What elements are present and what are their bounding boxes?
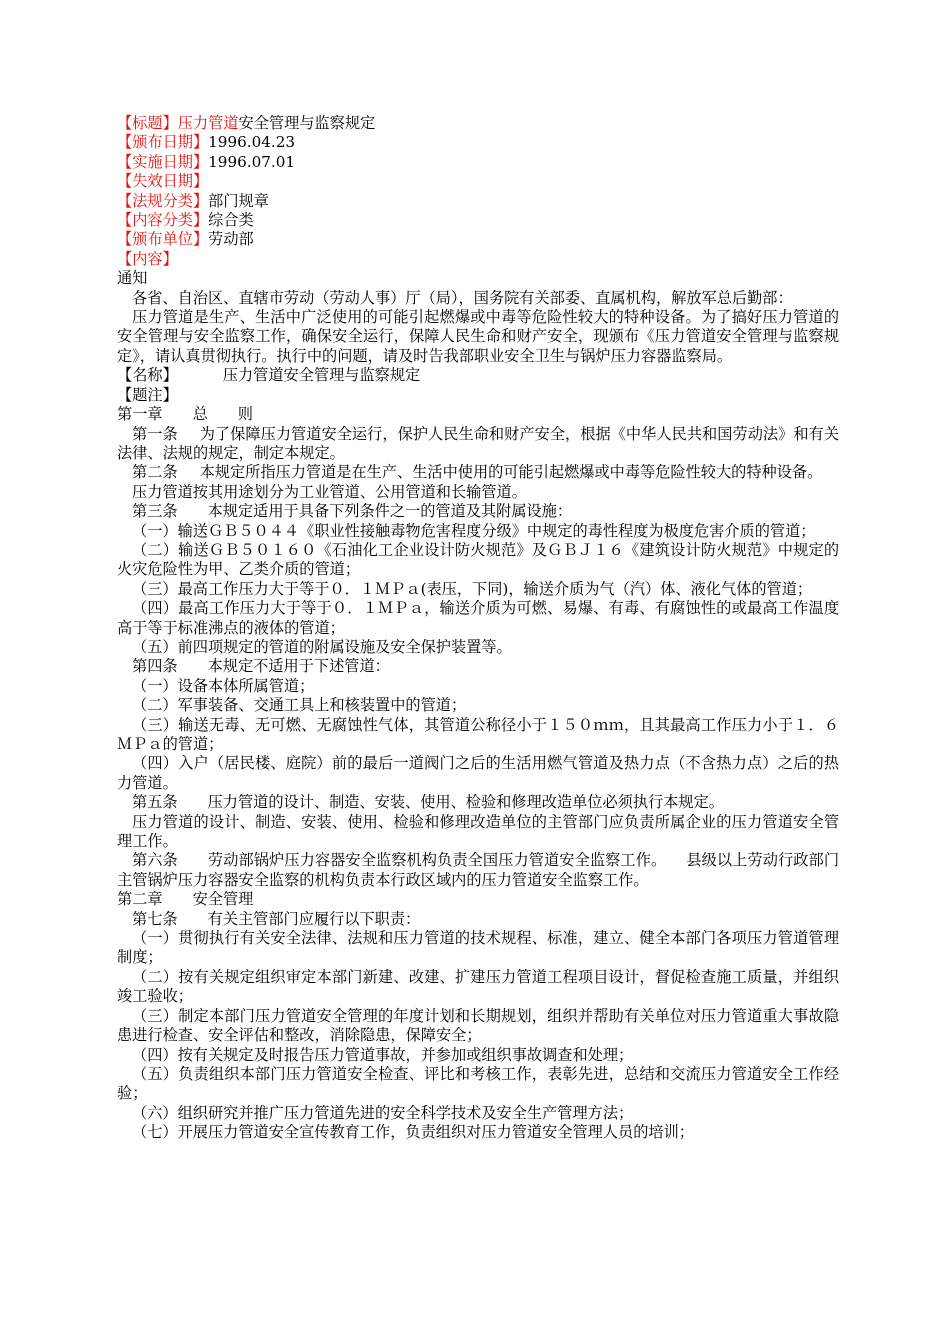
article-3-item: （五）前四项规定的管道的附属设施及安全保护装置等。 <box>132 637 512 656</box>
article-3-item: （三）最高工作压力大于等于０．１ＭＰａ(表压，下同)，输送介质为气（汽）体、液化气体的管道； <box>132 579 813 598</box>
effective-date-value: 1996.07.01 <box>208 152 296 171</box>
meta-effective-date <box>117 153 839 172</box>
meta-expiry-date <box>117 172 839 191</box>
article-7-item: （一）贯彻执行有关安全法律、法规和压力管道的技术规程、标准，建立、健全本部门各项压力管道管理制度； <box>117 929 839 967</box>
meta-content <box>117 250 839 269</box>
article-3: 第三条 本规定适用于具备下列条件之一的管道及其附属设施： <box>132 502 573 521</box>
article-5-para-2: 压力管道的设计、制造、安装、使用、检验和修理改造单位的主管部门应负责所属企业的压力管道安全管理工作。 <box>117 812 839 851</box>
notice-addressees: 各省、自治区、直辖市劳动（劳动人事）厅（局），国务院有关部委、直属机构，解放军总后勤部： <box>132 288 793 307</box>
article-4-item: （二）军事装备、交通工具上和核装置中的管道； <box>132 696 467 715</box>
document-page <box>117 114 839 1143</box>
article-4-item: （一）设备本体所属管道； <box>132 676 315 695</box>
meta-issuer <box>117 230 839 249</box>
article-3-item: （四）最高工作压力大于等于０．１ＭＰａ，输送介质为可燃、易爆、有毒、有腐蚀性的或最高工作温度高于等于标准沸点的液体的管道； <box>117 599 839 637</box>
article-7-item: （六）组织研究并推广压力管道先进的安全科学技术及安全生产管理方法； <box>132 1103 634 1122</box>
article-7-item: （二）按有关规定组织审定本部门新建、改建、扩建压力管道工程项目设计，督促检查施工质量，并组织竣工验收； <box>117 967 839 1006</box>
doc-name-row <box>117 366 839 385</box>
title-text: 安全管理与监察规定 <box>238 114 376 132</box>
article-6: 第六条 劳动部锅炉压力容器安全监察机构负责全国压力管道安全监察工作。 县级以上劳动行政部门主管锅炉压力容器安全监察的机构负责本行政区域内的压力管道安全监察工作。 <box>117 851 840 889</box>
doc-note-label: 【题注】 <box>117 385 178 404</box>
issuer-value: 劳动部 <box>208 230 254 249</box>
meta-title <box>117 114 839 133</box>
meta-reg-type <box>117 192 839 211</box>
doc-note-row <box>117 386 839 405</box>
meta-content-type <box>117 211 839 230</box>
notice-heading: 通知 <box>117 269 148 288</box>
article-7-item: （五）负责组织本部门压力管道安全检查、评比和考核工作，表彰先进，总结和交流压力管道安全工作经验； <box>117 1064 839 1103</box>
meta-issue-date <box>117 133 839 152</box>
reg-type-label: 【法规分类】 <box>117 191 209 210</box>
title-highlight: 压力管道 <box>177 114 239 132</box>
issue-date-value: 1996.04.23 <box>208 133 296 152</box>
article-4-item: （三）输送无毒、无可燃、无腐蚀性气体，其管道公称径小于１５０ｍｍ，且其最高工作压力小于１．６ＭＰａ的管道； <box>117 715 839 753</box>
article-3-item: （二）输送ＧＢ５０１６０《石油化工企业设计防火规范》及ＧＢＪ１６《建筑设计防火规范》中规定的火灾危险性为甲、乙类介质的管道； <box>117 540 839 579</box>
article-3-item: （一）输送ＧＢ５０４４《职业性接触毒物危害程度分级》中规定的毒性程度为极度危害介质的管道； <box>132 521 816 540</box>
article-2-para-2: 压力管道按其用途划分为工业管道、公用管道和长输管道。 <box>132 482 527 501</box>
article-1: 第一条 为了保障压力管道安全运行，保护人民生命和财产安全，根据《中华人民共和国劳动法》和有关法律、法规的规定，制定本规定。 <box>117 424 840 462</box>
issue-date-label: 【颁布日期】 <box>117 133 209 152</box>
expiry-date-label: 【失效日期】 <box>117 172 209 191</box>
reg-type-value: 部门规章 <box>208 191 269 210</box>
title-label: 【标题】 <box>117 114 178 132</box>
chapter-1-heading: 第一章 总 则 <box>117 405 253 424</box>
article-7-item: （三）制定本部门压力管道安全管理的年度计划和长期规划，组织并帮助有关单位对压力管道重大事故隐患进行检查、安全评估和整改，消除隐患，保障安全； <box>117 1006 839 1045</box>
doc-name-label: 【名称】 <box>117 366 178 385</box>
article-7-item: （四）按有关规定及时报告压力管道事故，并参加或组织事故调查和处理； <box>132 1045 634 1064</box>
article-7: 第七条 有关主管部门应履行以下职责： <box>132 909 421 928</box>
issuer-label: 【颁布单位】 <box>117 230 209 249</box>
article-4-item: （四）入户（居民楼、庭院）前的最后一道阀门之后的生活用燃气管道及热力点（不含热力点）之后的热力管道。 <box>117 754 839 792</box>
article-2: 第二条 本规定所指压力管道是在生产、生活中使用的可能引起燃爆或中毒等危险性较大的特种设备。 <box>132 463 823 482</box>
article-4: 第四条 本规定不适用于下述管道： <box>132 657 390 676</box>
doc-name-value: 压力管道安全管理与监察规定 <box>222 366 421 385</box>
notice-body: 压力管道是生产、生活中广泛使用的可能引起燃爆或中毒等危险性较大的特种设备。为了搞好压力管道的安全管理与安全监察工作，确保安全运行，保障人民生命和财产安全，现颁布《压力管道安全管理与监察规定》，请认真贯彻执行。执行中的问题，请及时告我部职业安全卫生与锅炉压力容器监察局。 <box>117 308 839 365</box>
article-7-item: （七）开展压力管道安全宣传教育工作，负责组织对压力管道安全管理人员的培训； <box>132 1123 694 1142</box>
effective-date-label: 【实施日期】 <box>117 152 209 171</box>
content-type-value: 综合类 <box>208 211 254 230</box>
content-type-label: 【内容分类】 <box>117 211 209 230</box>
content-label: 【内容】 <box>117 249 178 268</box>
chapter-2-heading: 第二章 安全管理 <box>117 890 254 909</box>
article-5: 第五条 压力管道的设计、制造、安装、使用、检验和修理改造单位必须执行本规定。 <box>132 793 724 812</box>
